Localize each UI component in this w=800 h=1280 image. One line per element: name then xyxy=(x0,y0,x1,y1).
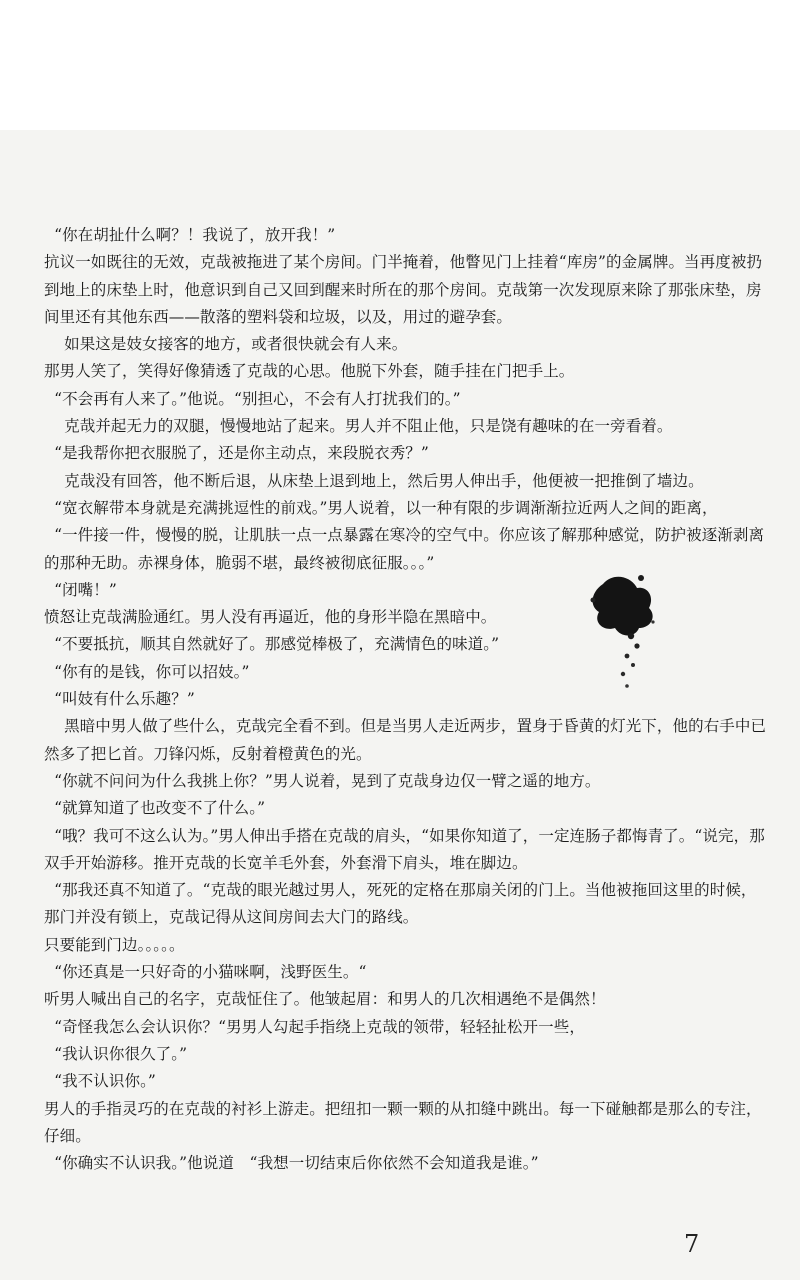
paragraph: “我不认识你。” xyxy=(54,1072,156,1091)
paragraph: “闭嘴！” xyxy=(54,580,117,599)
paragraph: “不会再有人来了。”他说。“别担心，不会有人打扰我们的。” xyxy=(54,389,461,408)
paragraph: “你确实不认识我。”他说道 “我想一切结束后你依然不会知道我是谁。” xyxy=(54,1154,539,1173)
paragraph: “是我帮你把衣服脱了，还是你主动点，来段脱衣秀？” xyxy=(54,444,429,463)
paragraph: “宽衣解带本身就是充满挑逗性的前戏。”男人说着，以一种有限的步调渐渐拉近两人之间的距离， xyxy=(54,498,718,517)
paragraph: “奇怪我怎么会认识你？“男男人勾起手指绕上克哉的领带，轻轻扯松开一些， xyxy=(54,1017,585,1036)
paragraph: “你有的是钱，你可以招妓。” xyxy=(54,662,250,681)
paragraph: “叫妓有什么乐趣？” xyxy=(54,690,195,709)
paragraph: 男人的手指灵巧的在克哉的衬衫上游走。把纽扣一颗一颗的从扣缝中跳出。每一下碰触都是那么的专注，仔细。 xyxy=(44,1099,762,1145)
paragraph: “不要抵抗，顺其自然就好了。那感觉棒极了，充满情色的味道。” xyxy=(54,635,500,654)
paragraph: 如果这是妓女接客的地方，或者很快就会有人来。 xyxy=(64,335,408,354)
paragraph: “哦？我可不这么认为。”男人伸出手搭在克哉的肩头，“如果你知道了，一定连肠子都悔青了。“说完，那双手开始游移。推开克哉的长宽羊毛外套，外套滑下肩头，堆在脚边。 xyxy=(44,826,765,872)
paragraph: “你就不问问为什么我挑上你？”男人说着，晃到了克哉身边仅一臂之遥的地方。 xyxy=(54,771,601,790)
paragraph: 黑暗中男人做了些什么，克哉完全看不到。但是当男人走近两步，置身于昏黄的灯光下，他的右手中已然多了把匕首。刀锋闪烁，反射着橙黄色的光。 xyxy=(44,717,767,763)
paragraph: “你还真是一只好奇的小猫咪啊，浅野医生。“ xyxy=(54,963,367,982)
paragraph: “就算知道了也改变不了什么。” xyxy=(54,799,266,818)
paragraph: “你在胡扯什么啊？！我说了，放开我！” xyxy=(54,226,336,244)
paragraph: 克哉并起无力的双腿，慢慢地站了起来。男人并不阻止他，只是饶有趣味的在一旁看着。 xyxy=(64,417,673,436)
body-text xyxy=(44,222,770,1177)
paragraph: 那男人笑了，笑得好像猜透了克哉的心思。他脱下外套，随手挂在门把手上。 xyxy=(44,362,575,381)
paragraph: “那我还真不知道了。“克哉的眼光越过男人，死死的定格在那扇关闭的门上。当他被拖回这里的时候，那门并没有锁上，克哉记得从这间房间去大门的路线。 xyxy=(44,881,757,927)
top-margin xyxy=(0,0,800,130)
paragraph: 克哉没有回答，他不断后退，从床垫上退到地上，然后男人伸出手，他便被一把推倒了墙边。 xyxy=(64,471,704,490)
ink-splatter-decoration xyxy=(583,570,673,695)
paragraph: 愤怒让克哉满脸通红。男人没有再逼近，他的身形半隐在黑暗中。 xyxy=(44,608,497,627)
paragraph: “一件接一件，慢慢的脱，让肌肤一点一点暴露在寒冷的空气中。你应该了解那种感觉，防护被逐渐剥离的那种无助。赤裸身体，脆弱不堪，最终被彻底征服。。。” xyxy=(44,526,765,572)
paragraph: 抗议一如既往的无效，克哉被拖进了某个房间。门半掩着，他瞥见门上挂着“库房”的金属牌。当再度被扔到地上的床垫上时，他意识到自己又回到醒来时所在的那个房间。克哉第一次发现原来除了那张床垫，房间里还有其他东西——散落的塑料袋和垃圾，以及，用过的避孕套。 xyxy=(44,253,763,326)
paragraph: “我认识你很久了。” xyxy=(54,1044,188,1063)
paragraph: 只要能到门边。。。。。 xyxy=(44,935,185,954)
paragraph: 听男人喊出自己的名字，克哉怔住了。他皱起眉：和男人的几次相遇绝不是偶然！ xyxy=(44,990,606,1009)
page-number: 7 xyxy=(684,1230,700,1258)
